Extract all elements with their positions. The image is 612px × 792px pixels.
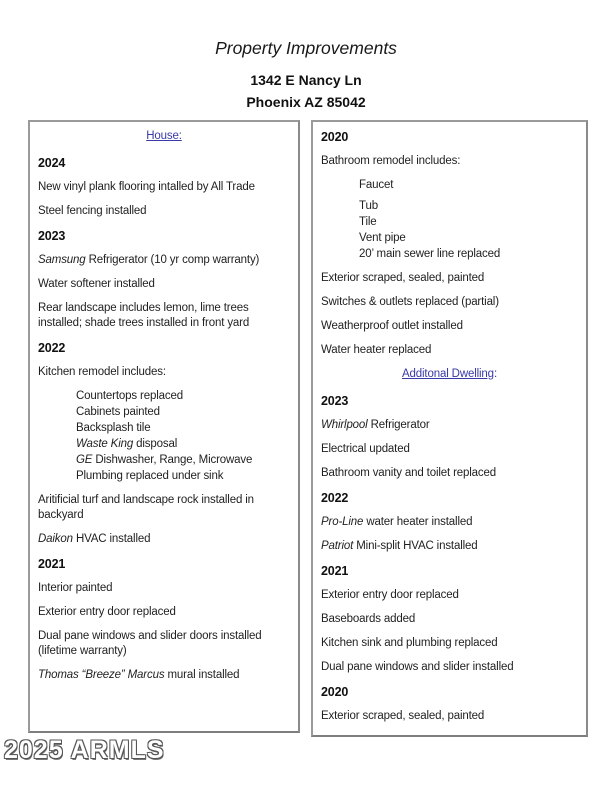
brand-name: Pro-Line bbox=[321, 515, 364, 528]
improvement-item: Bathroom vanity and toilet replaced bbox=[321, 466, 497, 479]
improvement-item: Kitchen sink and plumbing replaced bbox=[321, 636, 498, 649]
house-improvements-panel bbox=[28, 120, 300, 733]
section-heading bbox=[38, 129, 290, 144]
section-heading-suffix: : bbox=[493, 367, 497, 380]
improvement-item: Dual pane windows and slider installed bbox=[321, 660, 514, 673]
year-heading: 2021 bbox=[38, 556, 66, 571]
additional-dwelling-panel bbox=[311, 120, 588, 737]
improvement-subitem: Vent pipe bbox=[359, 232, 406, 244]
improvement-item: Bathroom remodel includes: bbox=[321, 155, 461, 168]
section-heading-link: House: bbox=[146, 130, 182, 142]
improvement-subitem: Tile bbox=[359, 216, 377, 229]
improvement-subitem: Waste King disposal bbox=[76, 438, 178, 451]
improvement-item: Dual pane windows and slider doors installed (lifetime warranty) bbox=[38, 629, 262, 657]
improvement-item: Switches & outlets replaced (partial) bbox=[321, 295, 499, 308]
brand-name: Whirlpool bbox=[321, 418, 368, 431]
improvement-subitem: GE Dishwasher, Range, Microwave bbox=[76, 454, 253, 466]
brand-name: Thomas “Breeze” Marcus bbox=[38, 668, 165, 681]
improvement-item: Weatherproof outlet installed bbox=[321, 319, 463, 332]
document-header bbox=[0, 0, 612, 113]
brand-name: Daikon bbox=[38, 532, 73, 545]
brand-name: GE bbox=[76, 454, 93, 466]
improvement-item: Electrical updated bbox=[321, 442, 410, 455]
year-heading: 2021 bbox=[321, 563, 349, 578]
year-heading: 2020 bbox=[321, 130, 349, 144]
brand-name: Waste King bbox=[76, 438, 134, 451]
armls-watermark: 2025 ARMLS bbox=[4, 736, 165, 764]
improvement-item: Interior painted bbox=[38, 581, 113, 594]
improvement-subitem: Faucet bbox=[359, 179, 394, 192]
brand-name: Samsung bbox=[38, 254, 86, 267]
improvement-subitem: 20’ main sewer line replaced bbox=[359, 247, 501, 260]
improvement-item: Baseboards added bbox=[321, 612, 416, 625]
section-heading bbox=[321, 367, 578, 382]
improvement-item: Samsung Refrigerator (10 yr comp warranty) bbox=[38, 254, 260, 267]
improvement-item: Water heater replaced bbox=[321, 343, 432, 356]
year-heading: 2022 bbox=[38, 341, 66, 356]
page-title: Property Improvements bbox=[215, 38, 397, 58]
improvement-item: New vinyl plank flooring intalled by All Trade bbox=[38, 181, 255, 194]
improvement-item: Daikon HVAC installed bbox=[38, 532, 151, 545]
improvement-item: Whirlpool Refrigerator bbox=[321, 418, 430, 431]
improvement-item: Exterior entry door replaced bbox=[321, 589, 459, 601]
improvement-item: Aritificial turf and landscape rock installed in backyard bbox=[38, 493, 254, 521]
year-heading: 2022 bbox=[321, 490, 349, 505]
improvement-subitem: Plumbing replaced under sink bbox=[76, 469, 224, 482]
improvement-item: Thomas “Breeze” Marcus mural installed bbox=[38, 668, 240, 681]
address-line-2: Phoenix AZ 85042 bbox=[246, 94, 366, 110]
improvement-item: Exterior entry door replaced bbox=[38, 605, 176, 618]
section-heading-link: Additonal Dwelling bbox=[402, 367, 494, 380]
year-heading: 2020 bbox=[321, 684, 349, 699]
brand-name: Patriot bbox=[321, 539, 354, 552]
improvement-subitem: Countertops replaced bbox=[76, 390, 183, 403]
improvement-item: Patriot Mini-split HVAC installed bbox=[321, 539, 478, 552]
improvement-item: Water softener installed bbox=[38, 278, 155, 291]
improvement-item: Steel fencing installed bbox=[38, 205, 147, 218]
improvement-subitem: Tub bbox=[359, 200, 378, 213]
improvement-subitem: Backsplash tile bbox=[76, 422, 151, 435]
address-line-1: 1342 E Nancy Ln bbox=[250, 72, 362, 88]
improvement-item: Pro-Line water heater installed bbox=[321, 515, 473, 528]
improvement-subitem: Cabinets painted bbox=[76, 406, 160, 419]
improvement-item: Kitchen remodel includes: bbox=[38, 366, 166, 379]
improvement-item: Exterior scraped, sealed, painted bbox=[321, 271, 485, 284]
improvement-item: Exterior scraped, sealed, painted bbox=[321, 710, 485, 722]
improvement-item: Rear landscape includes lemon, lime trees installed; shade trees installed in front yard bbox=[38, 302, 250, 330]
year-heading: 2023 bbox=[321, 393, 349, 408]
year-heading: 2024 bbox=[38, 155, 66, 170]
year-heading: 2023 bbox=[38, 229, 66, 244]
